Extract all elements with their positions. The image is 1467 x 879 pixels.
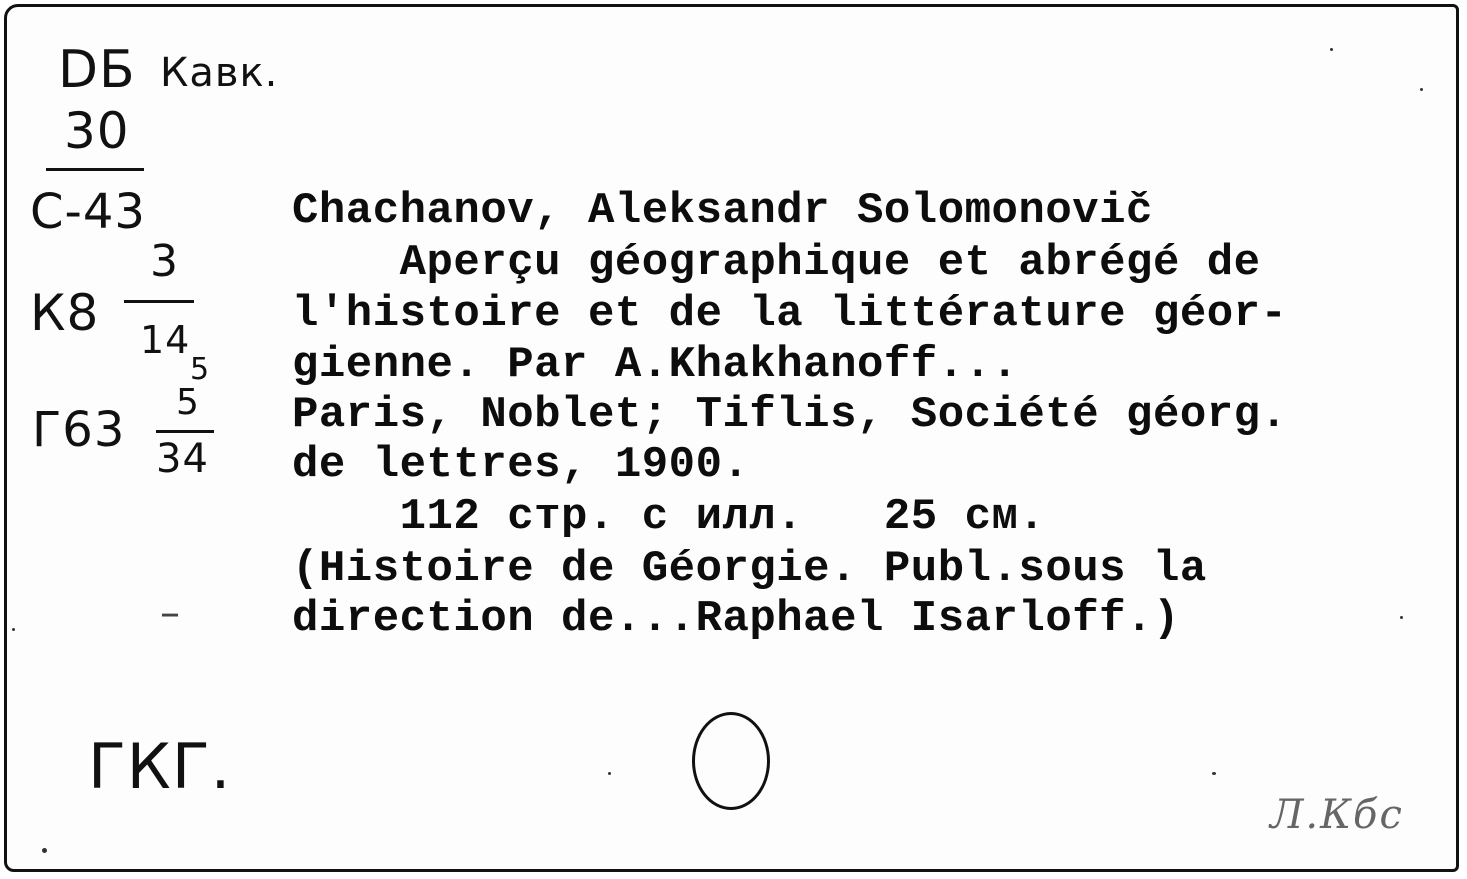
shelfmark-bottom-code: ГКГ.: [88, 730, 232, 803]
title-line-3: gienne. Par A.Khakhanoff...: [292, 340, 1019, 390]
shelfmark-dash: –: [160, 590, 181, 636]
series-line-2: direction de...Raphael Isarloff.): [292, 594, 1180, 644]
speck: [1420, 88, 1423, 91]
signature-mark: Л.Кбс: [1270, 792, 1404, 838]
shelfmark-superscript-mark: 5: [190, 352, 211, 387]
imprint-line-2: de lettres, 1900.: [292, 440, 750, 490]
speck: [12, 628, 15, 631]
shelfmark-g63-numerator: 5: [176, 382, 200, 423]
shelfmark-fraction-line: [46, 168, 144, 171]
shelfmark-g63: Г63: [32, 402, 126, 458]
title-line-2: l'histoire et de la littérature géor-: [292, 289, 1288, 339]
shelfmark-k8: К8: [30, 284, 100, 342]
series-line-1: (Histoire de Géorgie. Publ.sous la: [292, 544, 1207, 594]
title-line-1: Aperçu géographique et abrégé de: [292, 238, 1261, 288]
punch-hole: [692, 712, 770, 810]
shelfmark-db: DБ: [58, 40, 136, 100]
collation: 112 стр. с илл. 25 см.: [292, 492, 1046, 542]
shelfmark-k8-fraction-line: [124, 300, 194, 303]
shelfmark-g63-fraction-line: [156, 430, 214, 433]
speck: [1212, 772, 1216, 775]
author-heading: Chachanov, Aleksandr Solomonovič: [292, 186, 1153, 236]
shelfmark-g63-denominator: 34: [156, 436, 209, 482]
shelfmark-k8-denominator: 14: [140, 318, 191, 362]
shelfmark-region-note: Кавк.: [160, 50, 279, 96]
speck: [1330, 48, 1333, 51]
shelfmark-k8-numerator: 3: [150, 236, 179, 287]
speck: [42, 848, 47, 853]
imprint-line-1: Paris, Noblet; Tiflis, Société géorg.: [292, 390, 1288, 440]
shelfmark-numerator: 30: [64, 102, 130, 160]
speck: [1400, 616, 1403, 619]
shelfmark-cutter: С-43: [30, 184, 146, 240]
speck: [608, 772, 611, 775]
